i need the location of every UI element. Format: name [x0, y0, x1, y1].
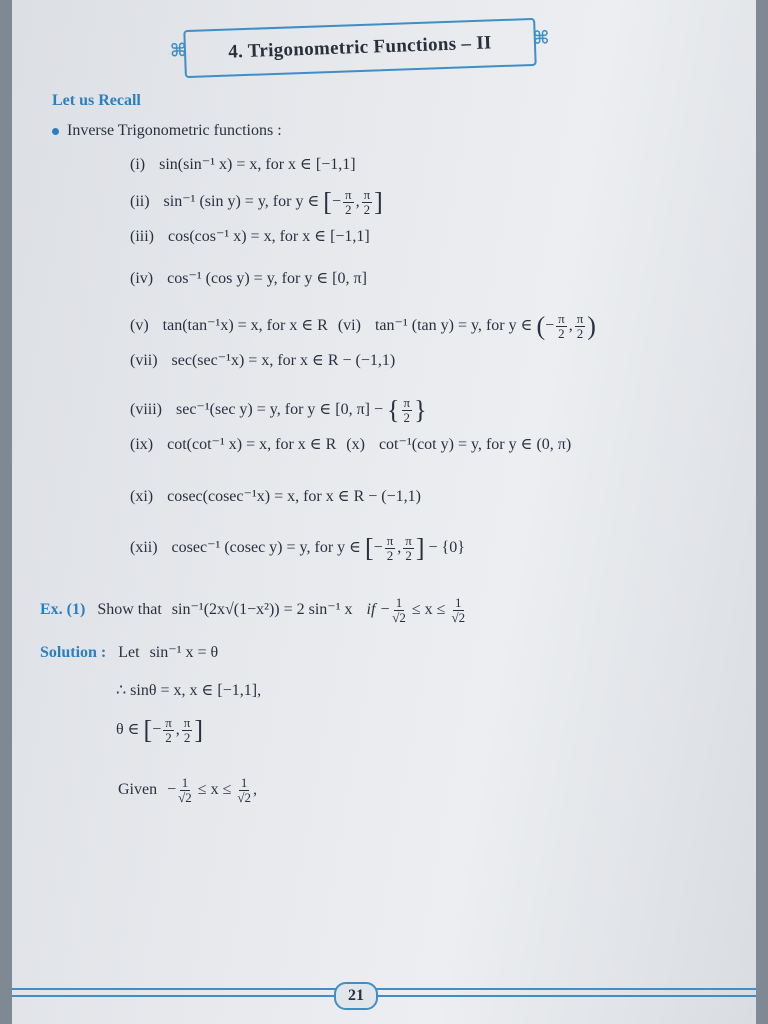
formula-condition: x ∈ R [297, 436, 337, 453]
formula-number: (vii) [130, 352, 158, 369]
formula-number: (xii) [130, 539, 158, 557]
formula-ii: (ii) sin⁻¹ (sin y) = y, for y ∈ [− $\frac{\pi}{2}$ , $\frac{\pi}{2}$ ] [130, 187, 383, 217]
formula-number: (i) [130, 156, 146, 173]
paren: ( [536, 311, 546, 341]
fraction: $\frac{1}{√2}$ [178, 775, 192, 805]
formula-number: (xi) [130, 488, 154, 505]
example-label: Ex. (1) [40, 601, 86, 619]
bracket: ] [415, 533, 425, 563]
fraction: $\frac{\pi}{2}$ [405, 533, 412, 563]
formula-condition: y ∈ [337, 539, 361, 557]
right-ornament-icon: ⌘ [532, 27, 551, 48]
formula-expr: sin(sin⁻¹ x) = x, [159, 156, 262, 173]
paren: ) [587, 311, 596, 341]
formula-number: (iii) [130, 228, 154, 245]
formula-for: for y ∈ [281, 270, 329, 287]
brace: } [414, 395, 427, 425]
formula-for: for [265, 156, 285, 173]
formula-condition: x ∈ R [289, 317, 328, 335]
formula-iv [130, 268, 367, 288]
formula-v-vi: (v) tan(tan⁻¹x) = x, for x ∈ R (vi) tan⁻¹ (tan y) = y, for y ∈ (− $\frac{\pi}{2}$ , $\frac{\pi}{2}$ ) [130, 311, 596, 341]
formula-expr: cos⁻¹ (cos y) = y, [167, 270, 278, 287]
fraction: $\frac{1}{√2}$ [451, 595, 466, 625]
footer-rule [12, 995, 756, 997]
formula-vii [130, 350, 395, 370]
solution [40, 642, 218, 662]
solution-expr: θ ∈ [116, 721, 140, 739]
formula-ix-x [130, 434, 571, 454]
formula-for: for y ∈ [272, 193, 320, 211]
formula-xi [130, 486, 421, 506]
solution-punct: , [252, 781, 257, 799]
footer-rule [12, 988, 756, 990]
example-expr: sin⁻¹(2x√(1−x²)) = 2 sin⁻¹ x [171, 601, 353, 619]
chapter-title: 4. Trigonometric Functions – II [227, 32, 493, 63]
formula-for: for [485, 317, 505, 335]
solution-text: Given [118, 781, 158, 799]
formula-viii [130, 396, 427, 425]
formula-condition: y ∈ [0, π] − [307, 401, 384, 419]
fraction: $\frac{\pi}{2}$ [576, 311, 584, 341]
formula-for: for [284, 401, 304, 419]
formula-for: for [314, 539, 334, 557]
formula-expr: cot(cot⁻¹ x) = x, [167, 436, 272, 453]
formula-expr: sec(sec⁻¹x) = x, [171, 352, 274, 369]
solution-label: Solution : [40, 644, 107, 661]
formula-number: (vi) [337, 317, 361, 335]
recall-heading: Let us Recall [52, 92, 141, 109]
chapter-title-box [169, 18, 551, 78]
formula-number: (viii) [130, 401, 162, 419]
solution-line-2: ∴ sinθ = x, x ∈ [−1,1], [116, 682, 262, 699]
formula-expr: sin⁻¹ (sin y) = y, [163, 193, 269, 211]
example-1 [40, 596, 467, 625]
formula-number: (v) [130, 317, 149, 335]
bullet-icon [52, 128, 59, 135]
solution-expr: ≤ x ≤ [197, 781, 232, 799]
bracket: [ [365, 533, 374, 563]
formula-for: for [279, 228, 299, 245]
formula-for: for [266, 317, 286, 335]
fraction: $\frac{\pi}{2}$ [183, 715, 191, 745]
example-text: Show that [97, 601, 162, 619]
formula-for: for [303, 488, 322, 505]
solution-given: Given − $\frac{1}{√2}$ ≤ x ≤ $\frac{1}{√2}$ , [118, 775, 257, 805]
formula-expr: cosec(cosec⁻¹x) = x, [167, 488, 300, 505]
solution-expr: sin⁻¹ x = θ [149, 644, 219, 661]
page-number: 21 [334, 982, 378, 1010]
formula-number: (ix) [130, 436, 154, 453]
formula-expr: tan⁻¹ (tan y) = y, [374, 317, 482, 335]
textbook-page [12, 0, 756, 1024]
bracket: [ [143, 715, 153, 745]
bracket: ] [194, 715, 204, 745]
example-condition: ≤ x ≤ [411, 601, 446, 619]
formula-expr: cos(cos⁻¹ x) = x, [168, 228, 276, 245]
bracket: [ [323, 187, 332, 217]
formula-number: (ii) [130, 193, 150, 211]
fraction: $\frac{\pi}{2}$ [344, 187, 352, 217]
fraction: $\frac{\pi}{2}$ [363, 187, 371, 217]
bullet-text: Inverse Trigonometric functions : [67, 122, 282, 139]
formula-condition: y ∈ (0, π) [508, 436, 572, 453]
formula-condition: [0, π] [332, 270, 367, 287]
fraction: $\frac{1}{√2}$ [392, 595, 406, 625]
formula-condition: x ∈ R − (−1,1) [325, 488, 421, 505]
formula-i [130, 154, 356, 174]
fraction: $\frac{\pi}{2}$ [165, 715, 172, 745]
recall-bullet [52, 122, 282, 140]
left-ornament-icon: ⌘ [169, 40, 188, 61]
formula-condition: y ∈ [508, 317, 533, 335]
formula-number: (iv) [130, 270, 154, 287]
formula-condition: x ∈ [−1,1] [288, 156, 356, 173]
fraction: $\frac{\pi}{2}$ [386, 533, 394, 563]
solution-line-3: θ ∈ [− $\frac{\pi}{2}$ , $\frac{\pi}{2}$ ] [116, 715, 204, 745]
formula-expr: cosec⁻¹ (cosec y) = y, [171, 539, 311, 557]
fraction: $\frac{\pi}{2}$ [403, 395, 411, 425]
formula-for: for [275, 436, 294, 453]
formula-iii [130, 226, 370, 246]
bracket: ] [374, 187, 383, 217]
formula-for: for [277, 352, 296, 369]
solution-text: Let [118, 644, 140, 661]
example-condition: if − [366, 601, 391, 619]
fraction: $\frac{1}{√2}$ [237, 775, 251, 805]
formula-xii: (xii) cosec⁻¹ (cosec y) = y, for y ∈ [− $\frac{\pi}{2}$ , $\frac{\pi}{2}$ ] − {0} [130, 533, 465, 563]
formula-for: for [485, 436, 505, 453]
formula-expr: cot⁻¹(cot y) = y, [378, 436, 482, 453]
formula-number: (x) [346, 436, 365, 453]
formula-condition: x ∈ [−1,1] [302, 228, 370, 245]
brace: { [387, 395, 400, 425]
formula-condition: − {0} [428, 539, 465, 557]
formula-condition: x ∈ R − (−1,1) [299, 352, 396, 369]
formula-expr: sec⁻¹(sec y) = y, [176, 401, 281, 419]
formula-expr: tan(tan⁻¹x) = x, [162, 317, 263, 335]
fraction: $\frac{\pi}{2}$ [558, 311, 565, 341]
